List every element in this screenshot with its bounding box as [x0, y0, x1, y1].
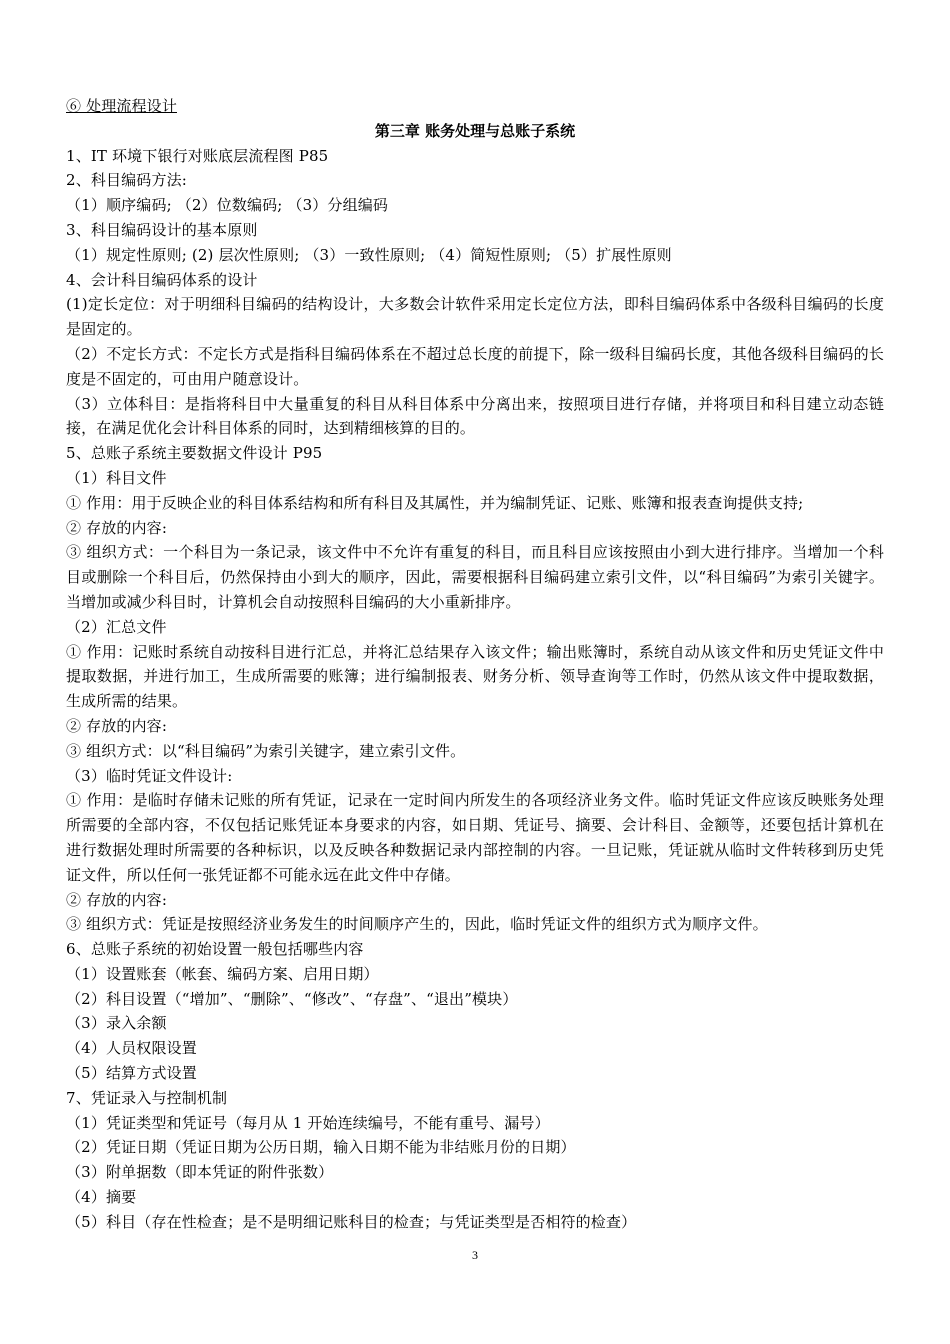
line-6-2: （2）科目设置（“增加”、“删除”、“修改”、“存盘”、“退出”模块） — [66, 989, 518, 1008]
line-7-4: （4）摘要 — [66, 1188, 137, 1207]
paragraph-5-3-a: ① 作用：是临时存储未记账的所有凭证，记录在一定时间内所发生的各项经济业务文件。临时凭证文件应该反映账务处理所需要的全部内容，不仅包括记账凭证本身要求的内容，如日期、凭证号、摘要、会计科目、金额等，还要包括计算机在进行数据处理时所需要的各种标识，以及反映各种数据记录内部控制的内容。一旦记账，凭证就从临时文件转移到历史凭证文件，所以任何一张凭证都不可能永远在此文件中存储。 — [66, 791, 884, 884]
paragraph-5-1-a: ① 作用：用于反映企业的科目体系结构和所有科目及其属性，并为编制凭证、记账、账簿和报表查询提供支持; — [66, 493, 804, 512]
paragraph-5-2-a: ① 作用：记账时系统自动按科目进行汇总，并将汇总结果存入该文件；输出账簿时，系统自动从该文件和历史凭证文件中提取数据，并进行加工，生成所需要的账簿；进行编制报表、财务分析、领导查询等工作时，仍然从该文件中提取数据，生成所需的结果。 — [66, 642, 884, 711]
line-4: 4、会计科目编码体系的设计 — [66, 270, 258, 289]
line-6-1: （1）设置账套（帐套、编码方案、启用日期） — [66, 964, 379, 983]
line-6-5: （5）结算方式设置 — [66, 1064, 197, 1083]
paragraph-5-1-c: ③ 组织方式：一个科目为一条记录，该文件中不允许有重复的科目，而且科目应该按照由小到大进行排序。当增加一个科目或删除一个科目后，仍然保持由小到大的顺序，因此，需要根据科目编码建立索引文件，以“科目编码”为索引关键字。当增加或减少科目时，计算机会自动按照科目编码的大小重新排序。 — [66, 543, 884, 611]
line-2: 2、科目编码方法: — [66, 171, 187, 190]
line-7: 7、凭证录入与控制机制 — [66, 1088, 228, 1107]
line-5-2-b: ② 存放的内容: — [66, 716, 168, 735]
line-7-5: （5）科目（存在性检查；是不是明细记账科目的检查；与凭证类型是否相符的检查） — [66, 1212, 637, 1231]
line-5-3: （3）临时凭证文件设计: — [66, 766, 233, 785]
line-7-2: （2）凭证日期（凭证日期为公历日期，输入日期不能为非结账月份的日期） — [66, 1138, 576, 1157]
paragraph-4-3: （3）立体科目：是指将科目中大量重复的科目从科目体系中分离出来，按照项目进行存储，并将项目和科目建立动态链接，在满足优化会计科目体系的同时，达到精细核算的目的。 — [66, 394, 884, 438]
line-3-items: （1）规定性原则; (2) 层次性原则; （3）一致性原则; （4）简短性原则; （5）扩展性原则 — [66, 245, 672, 264]
section-heading: ⑥ 处理流程设计 — [66, 97, 177, 115]
line-2-items: （1）顺序编码; （2）位数编码; （3）分组编码 — [66, 196, 389, 215]
document-page — [66, 94, 884, 1235]
line-6: 6、总账子系统的初始设置一般包括哪些内容 — [66, 940, 364, 959]
paragraph-4-1: (1)定长定位：对于明细科目编码的结构设计，大多数会计软件采用定长定位方法，即科目编码体系中各级科目编码的长度是固定的。 — [66, 295, 884, 339]
paragraph-4-2: （2）不定长方式：不定长方式是指科目编码体系在不超过总长度的前提下，除一级科目编码长度，其他各级科目编码的长度是不固定的，可由用户随意设计。 — [66, 344, 884, 388]
paragraph-5-3-c: ③ 组织方式：凭证是按照经济业务发生的时间顺序产生的，因此，临时凭证文件的组织方式为顺序文件。 — [66, 915, 768, 934]
line-6-3: （3）录入余额 — [66, 1014, 167, 1033]
line-5-1-b: ② 存放的内容: — [66, 518, 168, 537]
line-7-1: （1）凭证类型和凭证号（每月从 1 开始连续编号，不能有重号、漏号） — [66, 1113, 550, 1132]
line-7-3: （3）附单据数（即本凭证的附件张数） — [66, 1163, 334, 1182]
line-1: 1、IT 环境下银行对账底层流程图 P85 — [66, 146, 329, 165]
line-5-3-b: ② 存放的内容: — [66, 890, 168, 909]
line-5-2-c: ③ 组织方式：以“科目编码”为索引关键字，建立索引文件。 — [66, 741, 466, 760]
line-3: 3、科目编码设计的基本原则 — [66, 220, 258, 239]
line-5-1: （1）科目文件 — [66, 468, 167, 487]
line-6-4: （4）人员权限设置 — [66, 1039, 197, 1058]
page-number: 3 — [472, 1248, 478, 1262]
chapter-title: 第三章 账务处理与总账子系统 — [374, 121, 576, 140]
line-5-2: （2）汇总文件 — [66, 617, 167, 636]
line-5: 5、总账子系统主要数据文件设计 P95 — [66, 444, 323, 463]
